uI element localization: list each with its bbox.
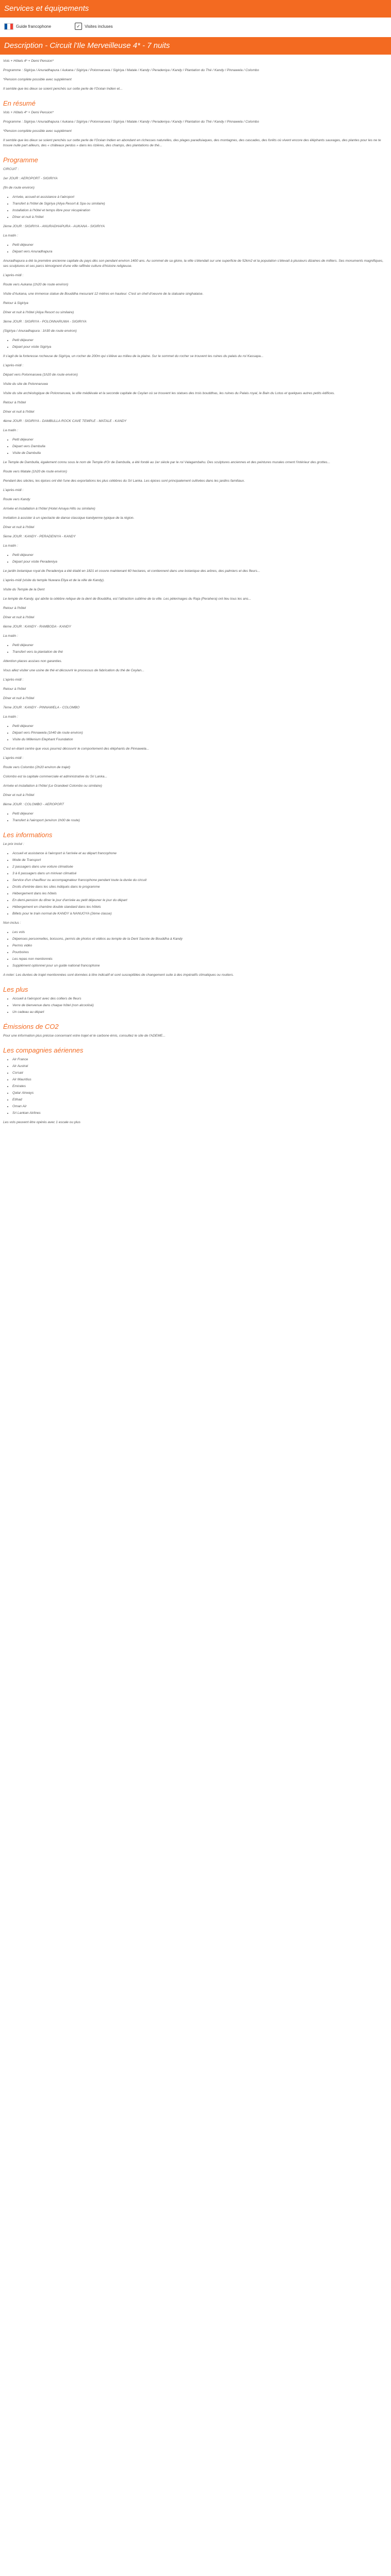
paragraph: Programme : Sigiriya / Anuradhapura / Aukana / Sigiriya / Polonnaruwa / Sigiriya / Matale / Kandy / Peradeniya / Kandy / Plantation du Thé / Kandy / Pinnawela / Colombo (3, 120, 259, 124)
day-title: 5ème JOUR : KANDY - PERADENIYA - KANDY (3, 535, 76, 538)
list-item: • Un cadeau au départ (12, 1010, 388, 1015)
day-block (3, 419, 388, 530)
day-sub: La matin : (3, 715, 18, 719)
label: Le prix inclut : (3, 842, 24, 846)
list-item: • Petit déjeuner (12, 243, 388, 248)
list-item: • En demi-pension du dîner le jour d'arrivée au petit déjeuner le jour du départ (12, 898, 388, 903)
co2-text: Pour une information plus précise concernant votre trajet et le carbone émis, consultez le site de l'ADEME... (3, 1034, 166, 1038)
list-item: • Permis vidéo (12, 943, 388, 948)
paragraph: Il semble que les dieux se soient penchés sur cette perle de l'Océan Indien en abondant en richesses naturelles, des plages paradisiaques, des montagnes, des cascades, des forêts où vivent encore des éléphants sauvages, des plantes pour les ne te trouve nulle part ailleurs, des « châteaux perdus » dans les rizières, des champs, des plantations de thé... (3, 139, 381, 147)
day-block (3, 802, 388, 823)
section-heading: Émissions de CO2 (3, 1023, 59, 1030)
paragraph: *Pension complète possible avec supplément (3, 78, 72, 81)
paragraph: Invitation à assister à un spectacle de danse classique kandyenne typique de la région. (3, 516, 135, 520)
list-item: • Visite du Millenium Elephant Foundation (12, 737, 388, 742)
list-item: • 3 à 6 passagers dans un minivan climatisé (12, 871, 388, 876)
list-item: • Hébergement dans les hôtels (12, 891, 388, 896)
paragraph: L'après-midi : (3, 274, 24, 277)
section-heading: Les plus (3, 986, 28, 993)
day-title: 4ème JOUR : SIGIRIYA - DAMBULLA ROCK CAVE TEMPLE - MATALE - KANDY (3, 419, 127, 423)
list-item: • Installation à l'hôtel et temps libre pour récupération (12, 208, 388, 213)
service-label: Guide francophone (16, 24, 52, 29)
paragraph: Le temple de Kandy, qui abrite la célèbre relique de la dent de Bouddha, est l'attraction sublime de la ville. Les pèlerinages du Raja (Perahera) ont lieu tous les ans... (3, 597, 251, 601)
note: A noter: Les durées de trajet mentionnées sont données à titre indicatif et sont susceptibles de changement suite à des impératifs climatiques ou routiers. (3, 973, 234, 977)
day-title: 8ème JOUR : COLOMBO - AEROPORT (3, 803, 64, 806)
days-list (3, 176, 388, 823)
services-icons (0, 18, 391, 37)
prix-inclut-list (3, 851, 388, 917)
paragraph: Visite d'Aukana, une immense statue de Bouddha mesurant 12 mètres en hauteur. C'est un chef-d'oeuvre de la statuaire singhalaise. (3, 292, 204, 296)
day-block (3, 176, 388, 220)
paragraph: Dîner et nuit à l'hôtel (3, 526, 35, 529)
paragraph: Arrivée et installation à l'hôtel (Le Grandeet Colombo ou similaire) (3, 784, 102, 788)
list-item: • Emirates (12, 1084, 388, 1089)
day-title: 3ème JOUR : SIGIRIYA - POLONNARUWA - SIGIRIYA (3, 320, 87, 324)
paragraph: Vols + Hôtels 4* + Demi Pension* (3, 111, 54, 114)
paragraph: Dîner et nuit à l'hôtel (Aliya Resort ou similaire) (3, 311, 74, 314)
list-item: • Petit déjeuner (12, 437, 388, 443)
list-item: • Mode de Transport (12, 858, 388, 863)
list-item: • Petit déjeuner (12, 811, 388, 817)
day-sub: (fin de route environ) (3, 186, 35, 190)
list-item: • Les repas non mentionnés (12, 957, 388, 962)
paragraph: Route vers Kandy (3, 498, 30, 501)
day-title: 7ème JOUR : KANDY - PINNAWELA - COLOMBO (3, 706, 80, 709)
list-item: • Accueil et assistance à l'aéroport à l'arrivée et au départ francophone (12, 851, 388, 856)
description-block (3, 59, 388, 92)
page (0, 0, 391, 1125)
list-item: • Air France (12, 1057, 388, 1062)
paragraph: Dîner et nuit à l'hôtel (3, 697, 35, 700)
day-sub: (Sigiriya / Anuradhapura : 1h30 de route environ) (3, 329, 77, 333)
paragraph: Le jardin botanique royal de Peradeniya a été établi en 1821 et couvre maintenant 60 hectares, et contiennent dans une botanique des arbres, des palmiers et des fleurs... (3, 569, 260, 573)
day-bullets (3, 553, 388, 565)
footer-note: Les vols peuvent être opérés avec 1 escale ou plus (3, 1121, 80, 1124)
day-bullets (3, 811, 388, 823)
paragraph: C'est en étant centre que vous pourrez découvrir le comportement des éléphants de Pinnawela... (3, 747, 150, 751)
day-block (3, 534, 388, 620)
list-item: • Etihad (12, 1097, 388, 1103)
paragraph: Le Temple de Dambulla, également connu sous le nom de Temple d'Or de Dambulla, a été fondé au 1er siècle par le roi Valagambahu. Des sculptures anciennes et des peintures murales ornent l'intérieur des grottes... (3, 461, 331, 464)
day-sub: La matin : (3, 429, 18, 432)
list-item: • Départ pour visite Peradeniya (12, 560, 388, 565)
list-item: • Départ vers Dambulla (12, 444, 388, 449)
list-item: • Air Mauritius (12, 1077, 388, 1082)
paragraph: L'après-midi : (3, 678, 24, 682)
paragraph: Attention places assises non garanties. (3, 659, 62, 663)
list-item: • 2 passagers dans une voiture climatisée (12, 865, 388, 870)
list-item: • Petit déjeuner (12, 643, 388, 648)
paragraph: Route vers Colombo (2h20 environ de trajet) (3, 766, 71, 769)
paragraph: Programme : Sigiriya / Anuradhapura / Aukana / Sigiriya / Polonnaruwa / Sigiriya / Matale / Kandy / Peradeniya / Kandy / Plantation du Thé / Kandy / Pinnawela / Colombo (3, 69, 259, 72)
day-title: 6ème JOUR : KANDY - RAMBODA - KANDY (3, 625, 71, 629)
day-block (3, 705, 388, 798)
description-title: Description - Circuit l'Ile Merveilleuse 4* - 7 nuits (4, 41, 170, 50)
service-label: Visites incluses (85, 24, 113, 29)
paragraph: Vols + Hôtels 4* + Demi Pension* (3, 59, 54, 63)
section-heading: Les compagnies aériennes (3, 1046, 84, 1054)
list-item: • Accueil à l'aéroport avec des colliers de fleurs (12, 996, 388, 1002)
day-sub: La matin : (3, 544, 18, 548)
french-flag-icon (4, 23, 13, 30)
paragraph: Route vers Aukana (1h20 de route environ) (3, 283, 69, 286)
paragraph: Route vers Matale (1h20 de route environ) (3, 470, 67, 473)
list-item: • Droits d'entrée dans les sites indiqués dans le programme (12, 885, 388, 890)
paragraph: Retour à l'hôtel (3, 687, 26, 691)
paragraph: L'après-midi : (3, 364, 24, 367)
section-heading: Programme (3, 156, 38, 164)
day-bullets (3, 724, 388, 742)
paragraph: Dîner et nuit à l'hôtel (3, 793, 35, 797)
list-item: • Corsair (12, 1071, 388, 1076)
list-item: • Départ pour visite Sigiriya (12, 345, 388, 350)
list-item: • Verre de bienvenue dans chaque hôtel (non alcoolisé) (12, 1003, 388, 1008)
content (0, 55, 391, 1125)
paragraph: Visite du Temple de la Dent (3, 588, 45, 591)
circuit-label: CIRCUIT : (3, 167, 19, 171)
paragraph: Anuradhapura a été la première ancienne capitale du pays dès son pendant environ 1400 ans. Au sommet de sa gloire, la ville s'étendait sur une superficie de 52km2 et la population s'élevait à plusieurs dizaines de milliers. Ses monuments magnifiques, ses sculptures et ses parcs témoignent d'une ville raffinée culture d'histoire religieuse. (3, 259, 384, 268)
list-item: • Dîner et nuit à l'hôtel (12, 215, 388, 220)
list-item: • Oman Air (12, 1104, 388, 1109)
compagnies-list (3, 1057, 388, 1116)
service-item (4, 23, 51, 30)
list-item: • Petit déjeuner (12, 724, 388, 729)
list-item: • Sri Lankan Airlines (12, 1111, 388, 1116)
day-title: 2ème JOUR : SIGIRIYA - ANURADHAPURA - AUKANA - SIGIRIYA (3, 225, 105, 228)
paragraph: Colombo est la capitale commerciale et administrative du Sri Lanka... (3, 775, 107, 778)
list-item: • Qatar Airways (12, 1091, 388, 1096)
check-icon: ✓ (75, 23, 82, 30)
paragraph: Retour à l'hôtel (3, 606, 26, 610)
paragraph: Visite du site de Polonnaruwa (3, 382, 48, 386)
day-bullets (3, 243, 388, 255)
services-header (0, 0, 391, 18)
list-item: • Billets pour le train normal de KANDY à NANUOYA (2ème classe) (12, 911, 388, 917)
list-item: • Air Austral (12, 1064, 388, 1069)
list-item: • Départ vers Anuradhapura (12, 249, 388, 255)
day-sub: La matin : (3, 234, 18, 238)
paragraph: L'après-midi (visite du temple Nuwara Eliya et de la ville de Kandy). (3, 579, 105, 582)
list-item: • Service d'un chauffeur ou accompagnateur francophone pendant toute la durée du circuit (12, 878, 388, 883)
list-item: • Transfert vers la plantation de thé (12, 650, 388, 655)
list-item: • Visite de Dambulla (12, 451, 388, 456)
day-block (3, 319, 388, 415)
day-bullets (3, 338, 388, 350)
paragraph: Départ vers Polonnaruwa (1h20 de route environ) (3, 373, 78, 377)
paragraph: Retour à l'hôtel (3, 401, 26, 404)
paragraph: Arrivée et installation à l'hôtel (Hotel Amaya Hills ou similaire) (3, 507, 95, 511)
paragraph: L'après-midi : (3, 488, 24, 492)
paragraph: Il semble que les dieux se soient penchés sur cette perle de l'Océan Indien et... (3, 87, 123, 91)
list-item: • Petit déjeuner (12, 338, 388, 343)
day-block (3, 624, 388, 701)
plus-list (3, 996, 388, 1015)
day-bullets (3, 195, 388, 220)
non-inclus-list (3, 930, 388, 969)
paragraph: Retour à Sigiriya (3, 301, 28, 305)
description-header (0, 37, 391, 55)
paragraph: Vous allez visiter une usine de thé et découvrir le processus de fabrication du thé de Ceylan... (3, 669, 144, 672)
paragraph: L'après-midi : (3, 756, 24, 760)
paragraph: Pendant des siècles, les épices ont été l'une des exportations les plus célèbres du Sri Lanka. Les épices sont principalement cultivées dans les jardins familiaux. (3, 479, 245, 483)
section-heading: En résumé (3, 99, 36, 107)
list-item: • Pourboires (12, 950, 388, 955)
paragraph: Il s'agit de la forteresse rocheuse de Sigiriya, un rocher de 200m qui s'élève au milieu de la plaine. Sur le sommet du rocher se trouvent les ruines du palais du roi Kassapa... (3, 354, 264, 358)
service-item (75, 23, 113, 30)
paragraph: Dîner et nuit à l'hôtel (3, 616, 35, 619)
list-item: • Transfert à l'hôtel de Sigiriya (Aliya Resort & Spa ou similaire) (12, 201, 388, 207)
list-item: • Transfert à l'aéroport (environ 1h00 de route) (12, 818, 388, 823)
paragraph: Dîner et nuit à l'hôtel (3, 410, 35, 414)
list-item: • Supplément optionnel pour un guide national francophone (12, 963, 388, 969)
list-item: • Arrivée, accueil et assistance à l'aéroport (12, 195, 388, 200)
day-title: 1er JOUR : AEROPORT - SIGIRIYA (3, 177, 58, 180)
day-sub: La matin : (3, 634, 18, 638)
paragraph: *Pension complète possible avec supplément (3, 129, 72, 133)
paragraph: Visite du site archéologique de Polonnaruwa, la ville médiévale et la seconde capitale de Ceylan où se trouvent les statues des trois bouddhas, les ruines du Palais royal, le Bain du Lotus et quelques autres petits édifices. (3, 392, 335, 395)
day-block (3, 224, 388, 315)
list-item: • Hébergement en chambre double standard dans les hôtels (12, 905, 388, 910)
list-item: • Les vols (12, 930, 388, 935)
label: Non inclus : (3, 921, 21, 925)
section-heading: Les informations (3, 831, 53, 839)
list-item: • Dépenses personnelles, boissons, permis de photos et vidéos au temple de la Dent Sacrée de Bouddha à Kandy (12, 937, 388, 942)
day-bullets (3, 437, 388, 456)
services-title: Services et équipements (4, 4, 89, 13)
list-item: • Petit déjeuner (12, 553, 388, 558)
resume-block (3, 110, 388, 148)
day-bullets (3, 643, 388, 655)
list-item: • Départ vers Pinnawela (1h40 de route environ) (12, 731, 388, 736)
